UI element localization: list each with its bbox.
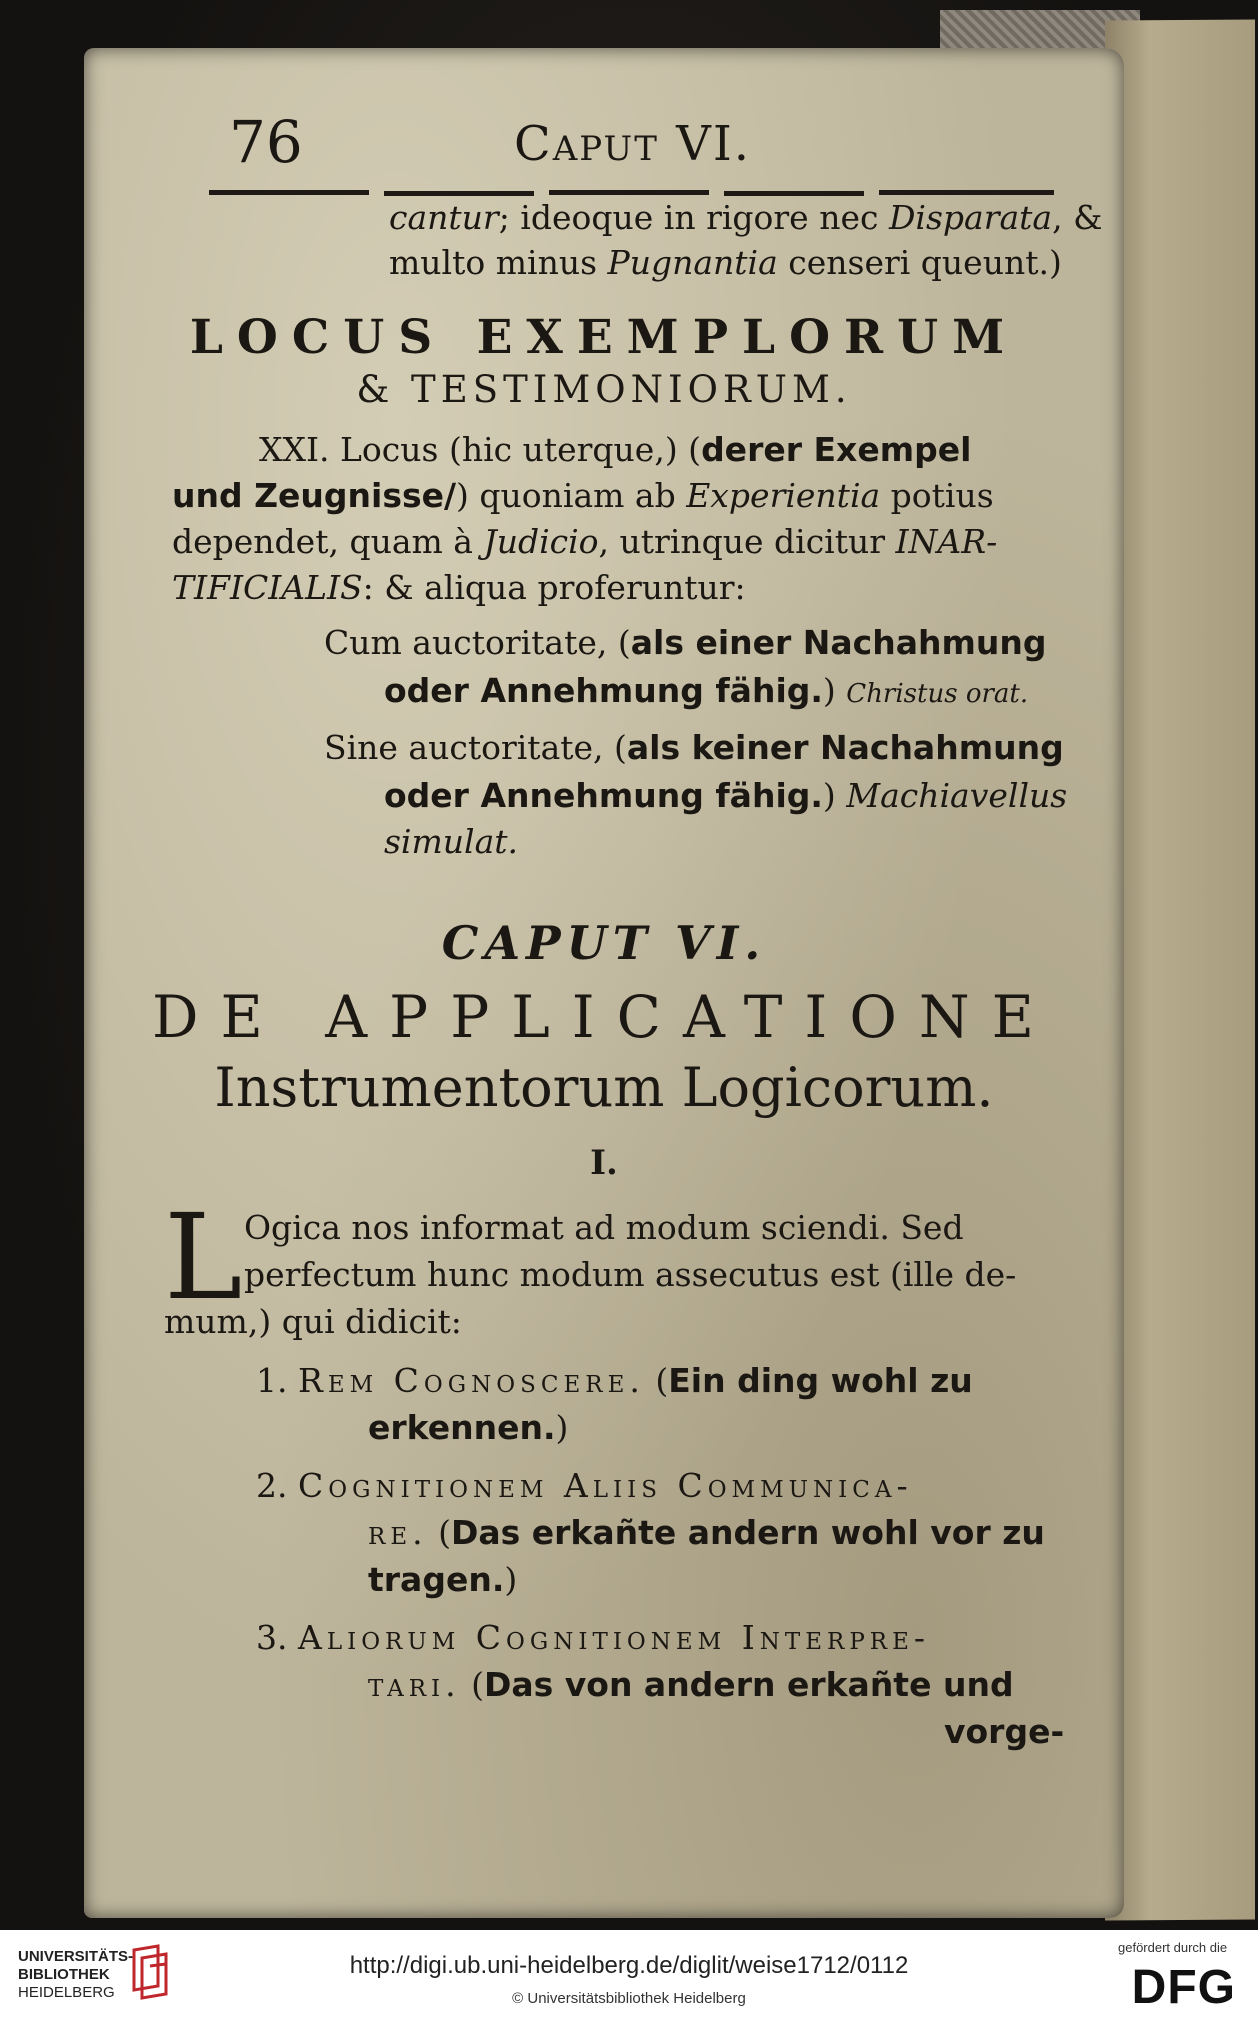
text-line: mum,) qui didicit: [164,1302,462,1341]
dfg-logo: DFG [1131,1961,1236,2014]
text-line: erkennen.) [368,1408,569,1447]
section-heading: LOCUS EXEMPLORUM [189,310,1019,365]
header-rule [549,190,709,195]
text-line: Cum auctoritate, (als einer Nachahmung [324,623,1047,662]
funding-note: gefördert durch die [1118,1940,1228,1955]
book-page [84,48,1124,1918]
chapter-subheading: Instrumentorum Logicorum. [214,1056,994,1119]
text-line: TIFICIALIS: & aliqua proferuntur: [172,568,746,607]
text-line: tragen.) [368,1560,518,1599]
header-rule [879,190,1054,195]
viewer-footer [0,1930,1258,2023]
chapter-heading: DE APPLICATIONE [152,983,1056,1051]
header-rule [384,191,534,196]
running-head: Caput VI. [514,116,752,172]
text-line: dependet, quam à Judicio, utrinque dicitur INAR- [172,522,998,561]
text-line: simulat. [384,822,519,861]
list-item: 3. Aliorum Cognitionem Interpre- [256,1618,931,1657]
section-numeral: I. [590,1143,618,1183]
text-line: XXI. Locus (hic uterque,) (derer Exempel [259,430,972,469]
list-item: 2. Cognitionem Aliis Communica- [256,1466,913,1505]
document-url-link[interactable]: http://digi.ub.uni-heidelberg.de/diglit/weise1712/0112 [349,1952,909,1979]
text-line: vorge- [944,1712,1065,1751]
text-line: tari. (Das von andern erkañte und [368,1665,1014,1704]
page-number: 76 [229,108,303,176]
text-line: multo minus Pugnantia censeri queunt.) [389,243,1062,282]
text-line: Ogica nos informat ad modum sciendi. Sed [244,1208,964,1247]
list-item: 1. Rem Cognoscere. (Ein ding wohl zu [256,1361,973,1400]
chapter-title: CAPUT VI. [441,916,767,970]
drop-cap: L [164,1188,243,1326]
library-name-line: UNIVERSITÄTS- [18,1948,134,1965]
header-rule [209,190,369,195]
text-line: und Zeugnisse/) quoniam ab Experientia potius [172,476,994,515]
text-line: cantur; ideoque in rigore nec Disparata, & [389,198,1103,237]
library-name-line: HEIDELBERG [18,1984,115,2001]
library-name-line: BIBLIOTHEK [18,1966,110,1983]
text-line: oder Annehmung fähig.) Machiavellus [384,776,1068,815]
facing-page-edge [1105,19,1255,1920]
section-subheading: & TESTIMONIORUM. [356,368,852,411]
copyright-notice: © Universitätsbibliothek Heidelberg [512,1990,746,2007]
text-line: Sine auctoritate, (als keiner Nachahmung [324,728,1064,767]
text-line: perfectum hunc modum assecutus est (ille de- [244,1255,1017,1294]
header-rule [724,191,864,196]
text-line: re. (Das erkañte andern wohl vor zu [368,1513,1045,1552]
text-line: oder Annehmung fähig.) Christus orat. [384,671,1029,710]
